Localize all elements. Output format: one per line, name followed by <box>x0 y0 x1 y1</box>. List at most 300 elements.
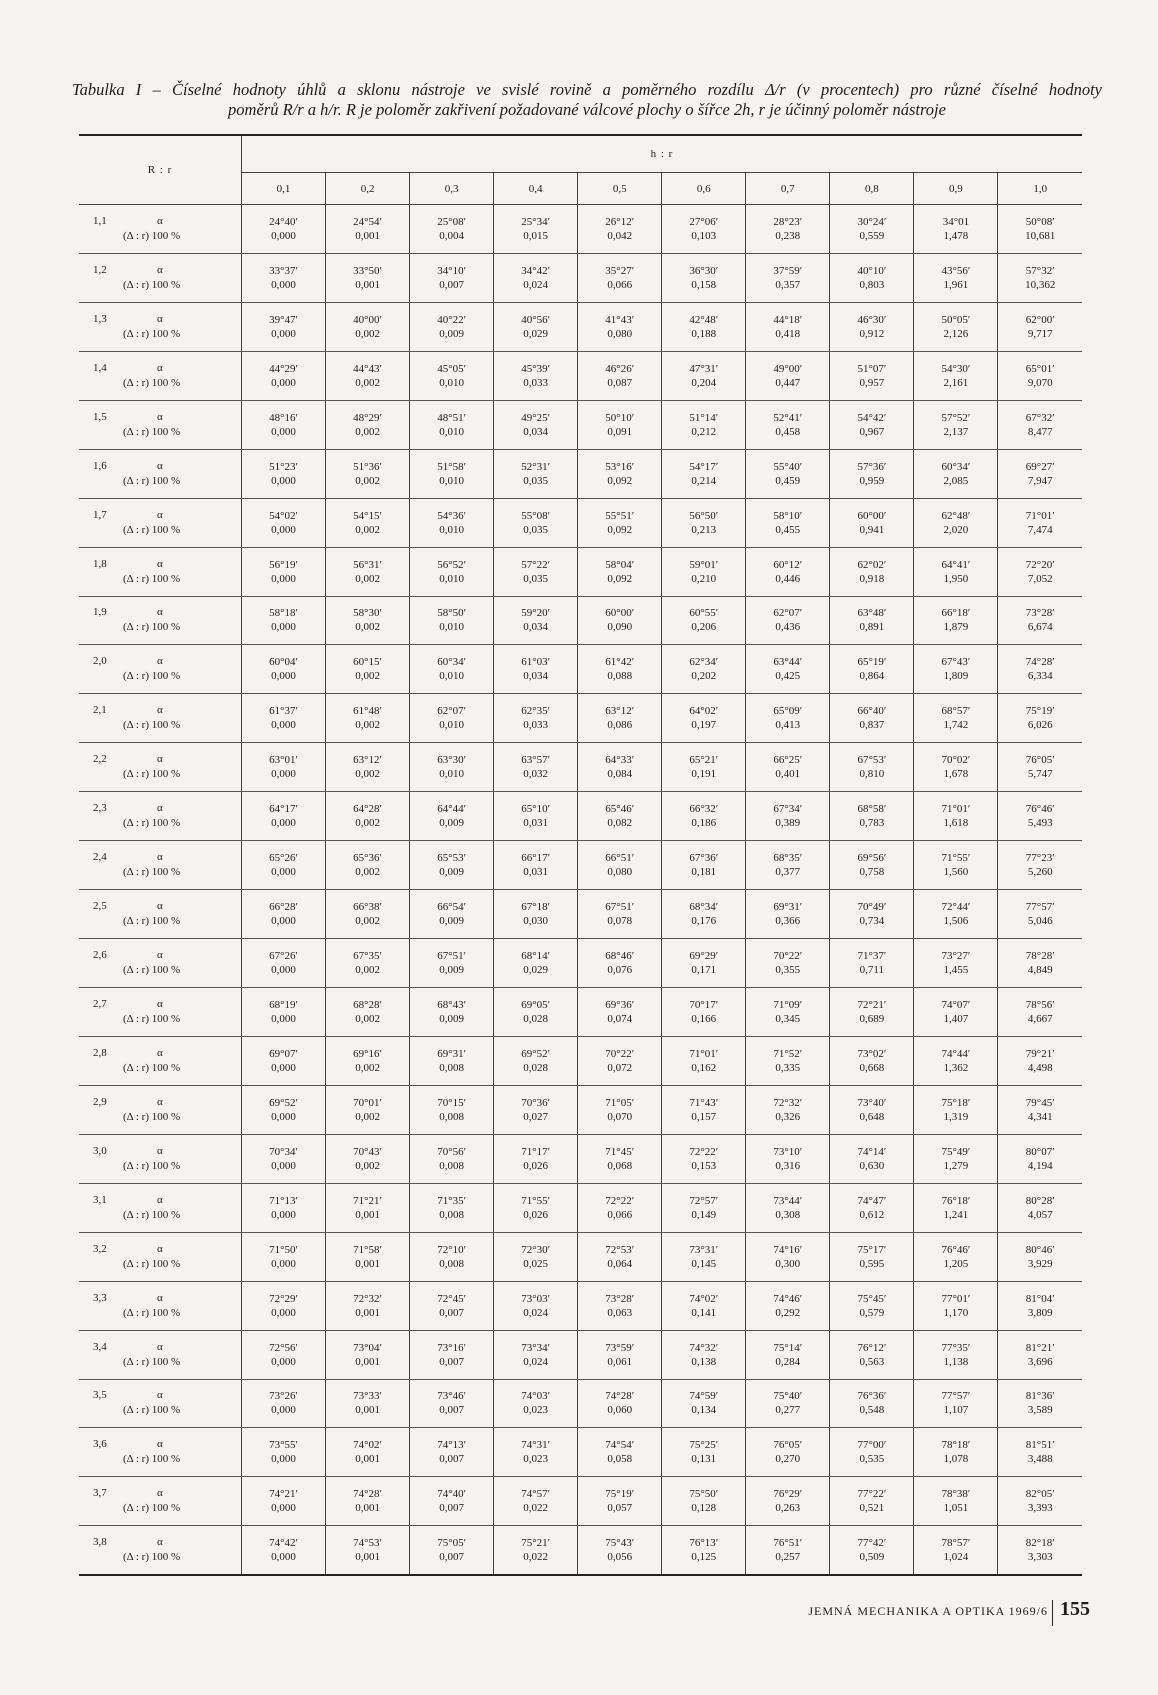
column-header: 0,4 <box>494 173 578 205</box>
angle-value: 24°40′ <box>269 215 298 228</box>
delta-value: 1,138 <box>943 1355 969 1368</box>
value-cell <box>914 351 998 400</box>
value-cell <box>830 1281 914 1330</box>
value-cell <box>410 1085 494 1134</box>
delta-value: 0,030 <box>523 915 549 928</box>
value-cell <box>410 1232 494 1281</box>
table-row <box>79 253 1082 302</box>
angle-value: 77°57′ <box>941 1390 971 1403</box>
angle-value: 67°51′ <box>605 901 635 914</box>
angle-value: 65°26′ <box>269 852 298 865</box>
angle-value: 24°54′ <box>353 215 382 228</box>
value-cell <box>998 792 1082 841</box>
row-symbols <box>123 1340 180 1370</box>
angle-value: 66°51′ <box>605 852 635 865</box>
delta-value: 0,024 <box>523 278 549 291</box>
delta-value: 0,076 <box>607 964 633 977</box>
angle-value: 63°44′ <box>773 656 803 669</box>
angle-value: 66°32′ <box>689 803 719 816</box>
alpha-symbol: α <box>157 655 163 668</box>
angle-value: 60°00′ <box>857 509 887 522</box>
angle-value: 40°10′ <box>857 264 887 277</box>
delta-value: 0,064 <box>607 1257 633 1270</box>
delta-percent-label: (Δ : r) 100 % <box>123 425 181 438</box>
delta-value: 0,001 <box>355 1257 380 1270</box>
delta-value: 0,082 <box>607 817 633 830</box>
delta-value: 0,008 <box>439 1110 464 1123</box>
delta-value: 0,548 <box>859 1404 885 1417</box>
alpha-symbol: α <box>157 1438 163 1451</box>
row-ratio-value: 3,2 <box>93 1242 107 1255</box>
delta-value: 0,092 <box>607 474 633 487</box>
delta-value: 0,458 <box>775 425 801 438</box>
value-cell <box>662 596 746 645</box>
delta-value: 0,345 <box>775 1012 801 1025</box>
delta-value: 4,341 <box>1027 1110 1053 1123</box>
delta-value: 0,010 <box>439 768 464 781</box>
delta-value: 0,028 <box>523 1061 549 1074</box>
row-label-cell <box>79 1428 242 1477</box>
value-cell <box>662 1330 746 1379</box>
value-cell <box>326 596 410 645</box>
angle-value: 60°04′ <box>269 656 298 669</box>
angle-value: 75°40′ <box>773 1390 803 1403</box>
delta-value: 0,031 <box>523 817 549 830</box>
delta-value: 1,407 <box>943 1012 969 1025</box>
delta-value: 0,918 <box>859 572 885 585</box>
row-ratio-value: 1,5 <box>93 410 107 423</box>
delta-value: 0,007 <box>439 1404 464 1417</box>
angle-value: 72°29′ <box>269 1292 298 1305</box>
delta-value: 0,091 <box>607 425 633 438</box>
delta-value: 0,000 <box>271 1306 296 1319</box>
angle-value: 75°21′ <box>521 1537 551 1550</box>
delta-value: 0,002 <box>355 964 380 977</box>
delta-value: 0,087 <box>607 376 633 389</box>
delta-value: 0,000 <box>271 523 296 536</box>
value-cell <box>578 1281 662 1330</box>
table-row <box>79 1281 1082 1330</box>
value-cell <box>746 351 830 400</box>
alpha-symbol: α <box>157 1144 163 1157</box>
row-label-cell <box>79 1526 242 1574</box>
alpha-symbol: α <box>157 1340 163 1353</box>
value-cell <box>830 792 914 841</box>
angle-value: 55°40′ <box>773 460 803 473</box>
value-cell <box>242 645 326 694</box>
delta-value: 1,024 <box>943 1551 969 1564</box>
row-label-cell <box>79 351 242 400</box>
data-table-container <box>79 134 1082 1576</box>
value-cell <box>326 400 410 449</box>
delta-value: 1,950 <box>943 572 969 585</box>
angle-value: 61°03′ <box>521 656 551 669</box>
angle-value: 70°34′ <box>269 1145 298 1158</box>
delta-value: 10,362 <box>1025 278 1056 291</box>
angle-value: 77°22′ <box>857 1488 887 1501</box>
value-cell <box>242 302 326 351</box>
column-header: 0,7 <box>746 173 830 205</box>
angle-value: 71°50′ <box>269 1243 298 1256</box>
delta-value: 0,000 <box>271 474 296 487</box>
angle-value: 60°55′ <box>689 607 719 620</box>
delta-value: 0,912 <box>859 327 885 340</box>
value-cell <box>242 351 326 400</box>
angle-value: 66°25′ <box>773 754 803 767</box>
value-cell <box>914 1232 998 1281</box>
value-cell <box>830 890 914 939</box>
value-cell <box>242 1330 326 1379</box>
delta-value: 0,058 <box>607 1453 633 1466</box>
delta-value: 0,034 <box>523 670 549 683</box>
angle-value: 45°39′ <box>521 362 551 375</box>
row-ratio-value: 1,9 <box>93 606 107 619</box>
delta-value: 0,166 <box>691 1012 717 1025</box>
value-cell <box>578 253 662 302</box>
value-cell <box>578 1183 662 1232</box>
delta-percent-label: (Δ : r) 100 % <box>123 915 181 928</box>
delta-value: 0,063 <box>607 1306 633 1319</box>
table-row <box>79 547 1082 596</box>
value-cell <box>326 1281 410 1330</box>
angle-value: 74°46′ <box>773 1292 803 1305</box>
delta-value: 0,128 <box>691 1502 717 1515</box>
alpha-symbol: α <box>157 508 163 521</box>
row-symbols <box>123 263 180 293</box>
delta-value: 4,057 <box>1027 1208 1053 1221</box>
angle-value: 69°36′ <box>605 998 635 1011</box>
row-ratio-value: 1,7 <box>93 508 107 521</box>
alpha-symbol: α <box>157 1046 163 1059</box>
angle-value: 71°55′ <box>941 852 971 865</box>
delta-value: 0,357 <box>775 278 801 291</box>
value-cell <box>830 547 914 596</box>
value-cell <box>578 449 662 498</box>
angle-value: 56°19′ <box>269 558 298 571</box>
row-label-cell <box>79 253 242 302</box>
delta-percent-label: (Δ : r) 100 % <box>123 376 181 389</box>
angle-value: 73°16′ <box>437 1341 467 1354</box>
angle-value: 74°32′ <box>689 1341 719 1354</box>
angle-value: 58°18′ <box>269 607 298 620</box>
delta-value: 0,008 <box>439 1257 464 1270</box>
delta-percent-label: (Δ : r) 100 % <box>123 1306 181 1319</box>
angle-value: 74°28′ <box>1025 656 1055 669</box>
value-cell <box>914 841 998 890</box>
delta-value: 0,026 <box>523 1208 549 1221</box>
value-cell <box>998 645 1082 694</box>
value-cell <box>326 988 410 1037</box>
angle-value: 74°21′ <box>269 1488 298 1501</box>
value-cell <box>494 1281 578 1330</box>
delta-value: 0,092 <box>607 523 633 536</box>
angle-value: 67°18′ <box>521 901 551 914</box>
delta-value: 0,002 <box>355 768 380 781</box>
table-row <box>79 841 1082 890</box>
delta-value: 0,023 <box>523 1453 549 1466</box>
value-cell <box>326 792 410 841</box>
angle-value: 76°46′ <box>1025 803 1055 816</box>
delta-value: 0,210 <box>691 572 717 585</box>
delta-value: 0,010 <box>439 474 464 487</box>
angle-value: 73°34′ <box>521 1341 551 1354</box>
row-label-cell <box>79 1477 242 1526</box>
row-symbols <box>123 605 180 635</box>
delta-value: 0,000 <box>271 1257 296 1270</box>
value-cell <box>410 400 494 449</box>
delta-value: 1,051 <box>943 1502 969 1515</box>
angle-value: 54°30′ <box>941 362 971 375</box>
angle-value: 70°02′ <box>941 754 971 767</box>
value-cell <box>662 547 746 596</box>
value-cell <box>914 449 998 498</box>
value-cell <box>830 596 914 645</box>
value-cell <box>998 694 1082 743</box>
value-cell <box>830 1379 914 1428</box>
value-cell <box>662 498 746 547</box>
value-cell <box>662 1085 746 1134</box>
angle-value: 40°00′ <box>353 313 382 326</box>
angle-value: 33°50′ <box>353 264 382 277</box>
row-symbols <box>123 997 180 1027</box>
delta-value: 1,478 <box>943 229 969 242</box>
angle-value: 69°16′ <box>353 1047 382 1060</box>
delta-value: 7,474 <box>1027 523 1053 536</box>
angle-value: 46°26′ <box>605 362 635 375</box>
angle-value: 73°59′ <box>605 1341 635 1354</box>
delta-value: 1,961 <box>943 278 969 291</box>
value-cell <box>662 400 746 449</box>
angle-value: 78°18′ <box>941 1439 971 1452</box>
value-cell <box>326 1183 410 1232</box>
delta-value: 0,131 <box>691 1453 717 1466</box>
delta-value: 0,783 <box>859 817 885 830</box>
angle-value: 76°18′ <box>941 1194 971 1207</box>
delta-value: 1,560 <box>943 866 969 879</box>
delta-value: 0,002 <box>355 1012 380 1025</box>
angle-value: 67°35′ <box>353 950 382 963</box>
value-cell <box>662 792 746 841</box>
angle-value: 26°12′ <box>605 215 635 228</box>
delta-value: 0,377 <box>775 866 801 879</box>
row-label-cell <box>79 694 242 743</box>
angle-value: 50°08′ <box>1025 215 1055 228</box>
value-cell <box>242 400 326 449</box>
value-cell <box>998 449 1082 498</box>
table-row <box>79 1428 1082 1477</box>
angle-value: 71°09′ <box>773 998 803 1011</box>
value-cell <box>830 1085 914 1134</box>
angle-value: 69°52′ <box>521 1047 551 1060</box>
value-cell <box>494 253 578 302</box>
delta-value: 0,188 <box>691 327 717 340</box>
angle-value: 71°58′ <box>353 1243 382 1256</box>
value-cell <box>410 498 494 547</box>
value-cell <box>914 1428 998 1477</box>
delta-value: 6,026 <box>1027 719 1053 732</box>
delta-value: 0,837 <box>859 719 885 732</box>
value-cell <box>746 890 830 939</box>
angle-value: 68°57′ <box>941 705 971 718</box>
delta-value: 0,002 <box>355 474 380 487</box>
delta-value: 0,002 <box>355 523 380 536</box>
value-cell <box>494 1379 578 1428</box>
delta-value: 0,001 <box>355 1404 380 1417</box>
delta-value: 0,277 <box>775 1404 801 1417</box>
angle-value: 50°05′ <box>941 313 971 326</box>
delta-value: 0,002 <box>355 817 380 830</box>
angle-value: 44°43′ <box>353 362 382 375</box>
value-cell <box>578 1428 662 1477</box>
value-cell <box>662 351 746 400</box>
value-cell <box>998 988 1082 1037</box>
value-cell <box>830 205 914 254</box>
value-cell <box>998 1379 1082 1428</box>
delta-value: 0,034 <box>523 425 549 438</box>
value-cell <box>578 890 662 939</box>
angle-value: 57°22′ <box>521 558 551 571</box>
delta-value: 0,035 <box>523 572 549 585</box>
delta-value: 0,000 <box>271 621 296 634</box>
value-cell <box>326 302 410 351</box>
delta-value: 0,000 <box>271 376 296 389</box>
angle-value: 72°44′ <box>941 901 971 914</box>
value-cell <box>242 1232 326 1281</box>
value-cell <box>830 1134 914 1183</box>
value-cell <box>746 1526 830 1574</box>
delta-percent-label: (Δ : r) 100 % <box>123 1502 181 1515</box>
angle-value: 56°50′ <box>689 509 719 522</box>
delta-value: 10,681 <box>1025 229 1056 242</box>
page-footer <box>0 1598 1158 1628</box>
value-cell <box>998 1428 1082 1477</box>
angle-value: 69°27′ <box>1025 460 1055 473</box>
angle-value: 75°43′ <box>605 1537 635 1550</box>
delta-value: 0,090 <box>607 621 633 634</box>
row-ratio-value: 1,4 <box>93 361 107 374</box>
angle-value: 74°16′ <box>773 1243 803 1256</box>
row-ratio-value: 3,5 <box>93 1389 107 1402</box>
value-cell <box>242 1281 326 1330</box>
value-cell <box>494 449 578 498</box>
row-ratio-value: 2,9 <box>93 1095 107 1108</box>
value-cell <box>662 645 746 694</box>
angle-value: 63°48′ <box>857 607 887 620</box>
angle-value: 78°38′ <box>941 1488 971 1501</box>
value-cell <box>410 596 494 645</box>
table-row <box>79 1085 1082 1134</box>
value-cell <box>998 253 1082 302</box>
table-row <box>79 1477 1082 1526</box>
angle-value: 61°48′ <box>353 705 382 718</box>
row-label-cell <box>79 890 242 939</box>
value-cell <box>578 1036 662 1085</box>
delta-percent-label: (Δ : r) 100 % <box>123 866 181 879</box>
delta-value: 4,498 <box>1027 1061 1053 1074</box>
value-cell <box>914 890 998 939</box>
value-cell <box>578 645 662 694</box>
angle-value: 35°27′ <box>605 264 635 277</box>
value-cell <box>242 1379 326 1428</box>
angle-value: 69°29′ <box>689 950 719 963</box>
angle-value: 65°19′ <box>857 656 887 669</box>
row-ratio-value: 1,3 <box>93 312 107 325</box>
angle-value: 54°17′ <box>689 460 719 473</box>
delta-value: 5,260 <box>1027 866 1053 879</box>
angle-value: 72°22′ <box>605 1194 635 1207</box>
delta-value: 1,455 <box>943 964 969 977</box>
row-label-cell <box>79 498 242 547</box>
delta-value: 0,186 <box>691 817 717 830</box>
angle-value: 75°18′ <box>941 1096 971 1109</box>
delta-value: 0,559 <box>859 229 885 242</box>
delta-value: 0,162 <box>691 1061 717 1074</box>
delta-value: 0,103 <box>691 229 717 242</box>
row-label-cell <box>79 1281 242 1330</box>
value-cell <box>494 498 578 547</box>
row-symbols <box>123 1144 180 1174</box>
value-cell <box>914 596 998 645</box>
value-cell <box>830 1232 914 1281</box>
row-symbols <box>123 214 180 244</box>
delta-percent-label: (Δ : r) 100 % <box>123 719 181 732</box>
value-cell <box>326 1477 410 1526</box>
angle-value: 68°35′ <box>773 852 803 865</box>
angle-value: 72°32′ <box>773 1096 803 1109</box>
delta-value: 0,034 <box>523 621 549 634</box>
delta-value: 0,000 <box>271 1012 296 1025</box>
value-cell <box>746 400 830 449</box>
angle-value: 65°01′ <box>1025 362 1055 375</box>
value-cell <box>998 939 1082 988</box>
angle-value: 44°29′ <box>269 362 298 375</box>
angle-value: 66°18′ <box>941 607 971 620</box>
angle-value: 59°20′ <box>521 607 551 620</box>
angle-value: 63°57′ <box>521 754 551 767</box>
delta-value: 0,959 <box>859 474 885 487</box>
angle-value: 79°45′ <box>1025 1096 1055 1109</box>
value-cell <box>998 890 1082 939</box>
value-cell <box>914 253 998 302</box>
delta-value: 0,031 <box>523 866 549 879</box>
delta-percent-label: (Δ : r) 100 % <box>123 474 181 487</box>
delta-percent-label: (Δ : r) 100 % <box>123 1208 181 1221</box>
page-number: 155 <box>1060 1598 1090 1620</box>
value-cell <box>746 939 830 988</box>
delta-value: 0,711 <box>859 964 885 977</box>
value-cell <box>914 939 998 988</box>
angle-value: 72°22′ <box>689 1145 719 1158</box>
angle-value: 62°00′ <box>1025 313 1055 326</box>
delta-value: 0,068 <box>607 1159 633 1172</box>
value-cell <box>494 1428 578 1477</box>
angle-value: 73°33′ <box>353 1390 382 1403</box>
angle-value: 74°59′ <box>689 1390 719 1403</box>
row-ratio-value: 3,3 <box>93 1291 107 1304</box>
angle-value: 74°40′ <box>437 1488 467 1501</box>
angle-value: 80°28′ <box>1025 1194 1055 1207</box>
value-cell <box>830 253 914 302</box>
value-cell <box>830 841 914 890</box>
value-cell <box>830 1183 914 1232</box>
delta-value: 0,001 <box>355 1208 380 1221</box>
angle-value: 64°41′ <box>941 558 971 571</box>
delta-percent-label: (Δ : r) 100 % <box>123 1012 181 1025</box>
delta-value: 7,947 <box>1027 474 1053 487</box>
angle-value: 63°01′ <box>269 754 298 767</box>
value-cell <box>242 890 326 939</box>
table-row <box>79 1379 1082 1428</box>
